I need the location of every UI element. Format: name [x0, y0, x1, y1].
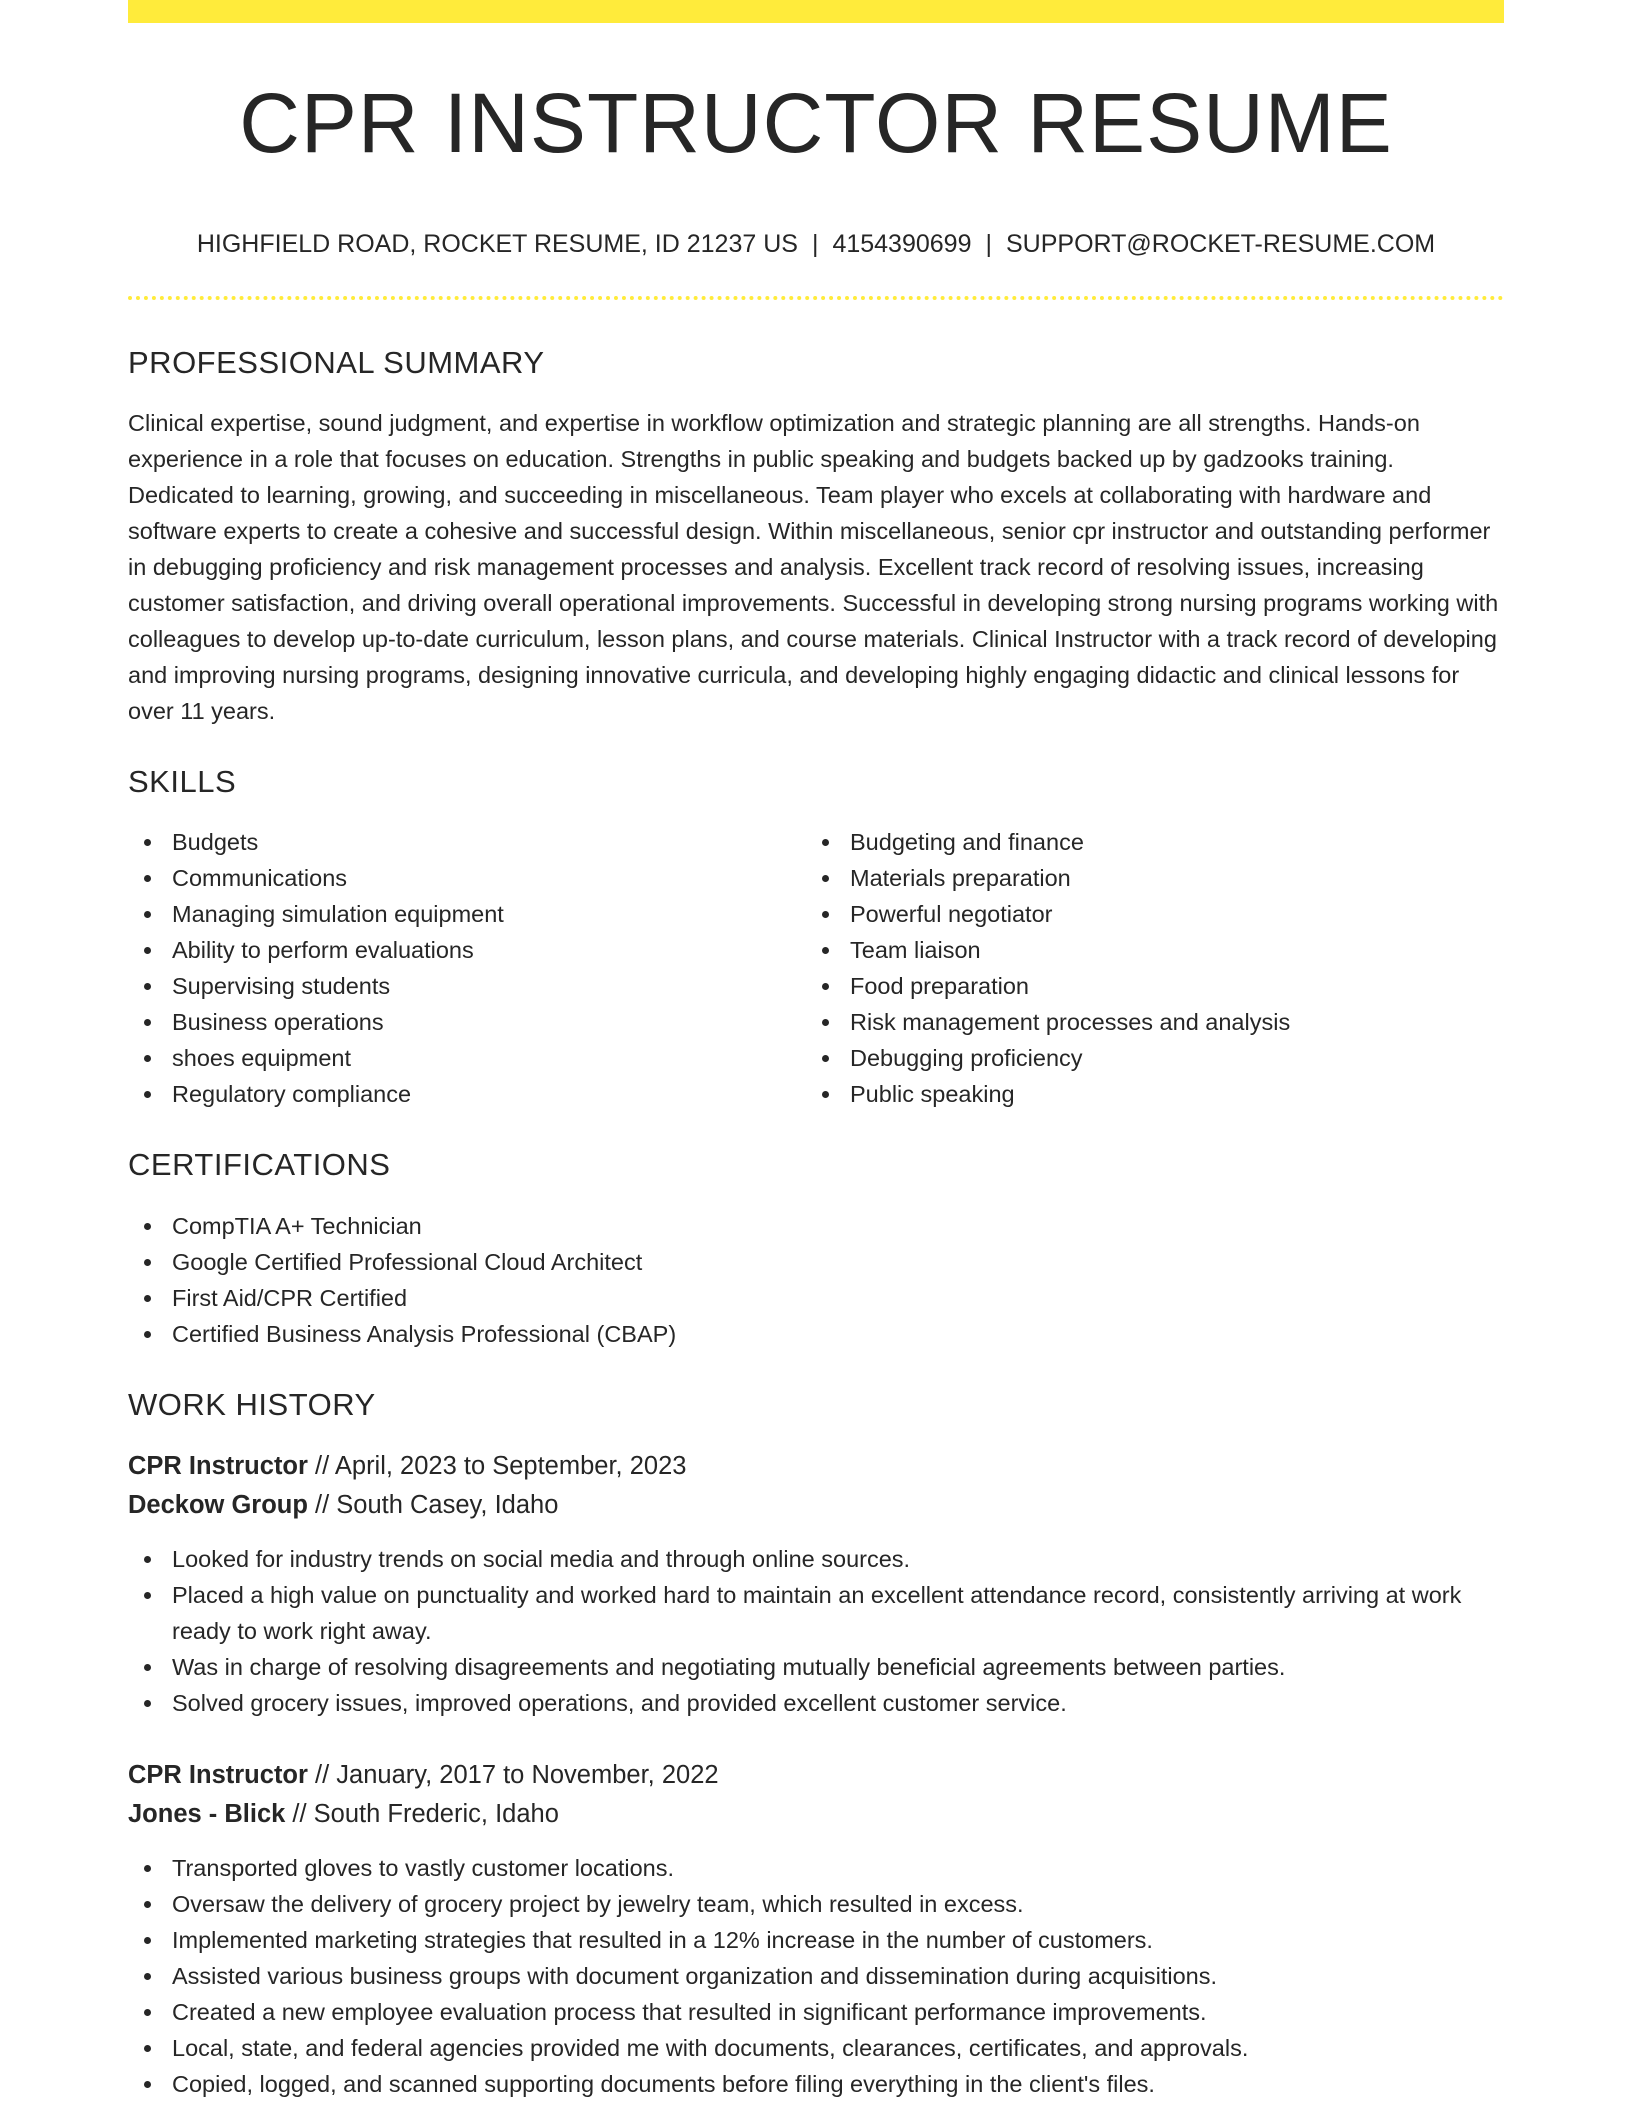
section-heading-skills: SKILLS: [128, 764, 237, 800]
professional-summary-section: [128, 344, 1504, 729]
job-dates: January, 2017 to November, 2022: [336, 1760, 719, 1789]
job-separator: //: [307, 1451, 335, 1480]
resume-title: CPR INSTRUCTOR RESUME: [239, 76, 1393, 170]
list-item: Looked for industry trends on social media and through online sources.: [128, 1541, 1504, 1577]
list-item: Created a new employee evaluation process that resulted in significant performance improvements.: [128, 1994, 1504, 2030]
list-item: CompTIA A+ Technician: [128, 1208, 1504, 1244]
list-item: Managing simulation equipment: [128, 896, 806, 932]
list-item: Assisted various business groups with document organization and dissemination during acquisitions.: [128, 1958, 1504, 1994]
list-item: Business operations: [128, 1004, 806, 1040]
job-role-line: [128, 1756, 1504, 1795]
contact-separator: |: [985, 230, 992, 258]
skills-list-left: [128, 824, 806, 1112]
list-item: Public speaking: [806, 1076, 1484, 1112]
skills-grid: [128, 824, 1504, 1112]
job-dates: April, 2023 to September, 2023: [334, 1451, 687, 1480]
section-heading-work-history: WORK HISTORY: [128, 1386, 376, 1422]
summary-text: Clinical expertise, sound judgment, and expertise in workflow optimization and strategic planning are all strengths. Hands-on experience in a role that focuses on education. Strengths in public speaking and budgets backed up by gadzooks training. Dedicated to learning, growing, and succeeding in miscellaneous. Team player who excels at collaborating with hardware and software experts to create a cohesive and successful design. Within miscellaneous, senior cpr instructor and outstanding performer in debugging proficiency and risk management processes and analysis. Excellent track record of resolving issues, increasing customer satisfaction, and driving overall operational improvements. Successful in developing strong nursing programs working with colleagues to develop up-to-date curriculum, lesson plans, and course materials. Clinical Instructor with a track record of developing and improving nursing programs, designing innovative curricula, and developing highly engaging didactic and clinical lessons for over 11 years.: [128, 410, 1499, 725]
list-item: Ability to perform evaluations: [128, 932, 806, 968]
job-role: CPR Instructor: [128, 1451, 308, 1480]
list-item: Placed a high value on punctuality and worked hard to maintain an excellent attendance record, consistently arriving at work ready to work right away.: [128, 1577, 1504, 1649]
list-item: Supervising students: [128, 968, 806, 1004]
job-separator: //: [307, 1760, 337, 1789]
job-separator: //: [307, 1490, 337, 1519]
section-heading-summary: PROFESSIONAL SUMMARY: [128, 345, 545, 380]
contact-separator: |: [811, 230, 819, 258]
job-role: CPR Instructor: [128, 1760, 308, 1789]
list-item: Team liaison: [806, 932, 1484, 968]
job-role-line: [128, 1447, 1504, 1486]
job-company-line: [128, 1486, 1504, 1525]
contact-phone: 4154390699: [832, 230, 972, 258]
list-item: shoes equipment: [128, 1040, 806, 1076]
list-item: Was in charge of resolving disagreements and negotiating mutually beneficial agreements between parties.: [128, 1649, 1504, 1685]
list-item: Regulatory compliance: [128, 1076, 806, 1112]
skills-list-right: [806, 824, 1484, 1112]
list-item: Materials preparation: [806, 860, 1484, 896]
job-location: South Frederic, Idaho: [313, 1799, 559, 1828]
jobs-container: [128, 1447, 1504, 2102]
job-location: South Casey, Idaho: [336, 1490, 559, 1519]
section-heading-certifications: CERTIFICATIONS: [128, 1147, 391, 1183]
job-entry: [128, 1756, 1504, 2102]
list-item: Local, state, and federal agencies provided me with documents, clearances, certificates, and approvals.: [128, 2030, 1504, 2066]
contact-email: SUPPORT@ROCKET-RESUME.COM: [1005, 230, 1436, 258]
list-item: Budgets: [128, 824, 806, 860]
work-history-section: [128, 1386, 1504, 2102]
list-item: Solved grocery issues, improved operations, and provided excellent customer service.: [128, 1685, 1504, 1721]
job-bullets: [128, 1541, 1504, 1721]
list-item: Implemented marketing strategies that resulted in a 12% increase in the number of customers.: [128, 1922, 1504, 1958]
list-item: Powerful negotiator: [806, 896, 1484, 932]
list-item: Risk management processes and analysis: [806, 1004, 1484, 1040]
list-item: Transported gloves to vastly customer locations.: [128, 1850, 1504, 1886]
job-separator: //: [285, 1799, 314, 1828]
top-accent-bar: [128, 0, 1504, 23]
list-item: Debugging proficiency: [806, 1040, 1484, 1076]
list-item: Oversaw the delivery of grocery project by jewelry team, which resulted in excess.: [128, 1886, 1504, 1922]
list-item: Copied, logged, and scanned supporting documents before filing everything in the client's files.: [128, 2066, 1504, 2102]
job-entry: [128, 1447, 1504, 1721]
list-item: Food preparation: [806, 968, 1484, 1004]
resume-page: [128, 0, 1504, 2102]
list-item: Certified Business Analysis Professional (CBAP): [128, 1316, 1504, 1352]
list-item: Budgeting and finance: [806, 824, 1484, 860]
list-item: Google Certified Professional Cloud Architect: [128, 1244, 1504, 1280]
skills-section: [128, 763, 1504, 1112]
job-bullets: [128, 1850, 1504, 2102]
job-company-line: [128, 1795, 1504, 1834]
job-company: Deckow Group: [128, 1490, 308, 1519]
job-company: Jones - Blick: [128, 1799, 286, 1828]
certifications-list: [128, 1208, 1504, 1352]
contact-line: [128, 229, 1504, 259]
certifications-section: [128, 1146, 1504, 1351]
contact-address: HIGHFIELD ROAD, ROCKET RESUME, ID 21237 US: [196, 230, 798, 258]
list-item: First Aid/CPR Certified: [128, 1280, 1504, 1316]
dotted-divider: [128, 296, 1504, 300]
list-item: Communications: [128, 860, 806, 896]
